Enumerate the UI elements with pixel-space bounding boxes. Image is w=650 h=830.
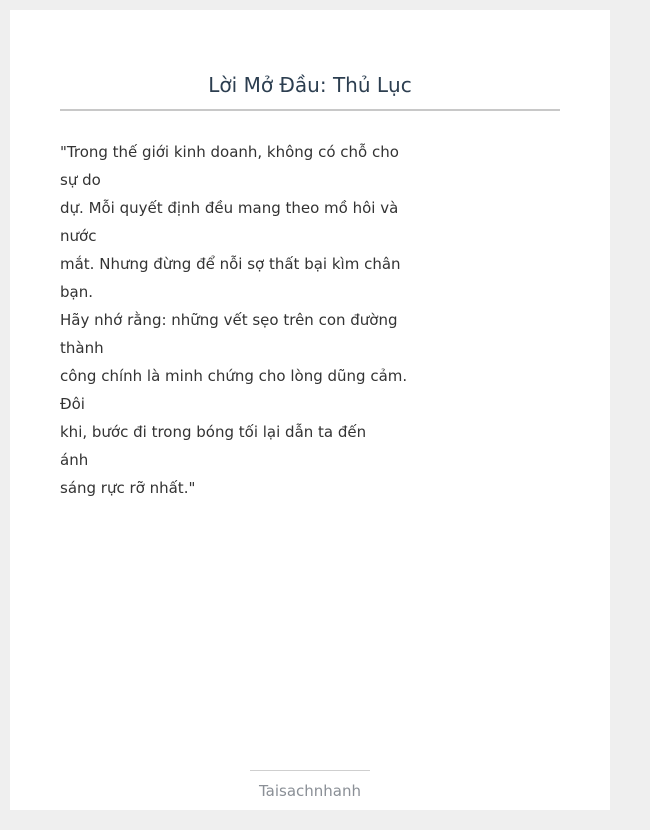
quote-line: Hãy nhớ rằng: những vết sẹo trên con đường: [60, 311, 398, 329]
title-divider: [60, 109, 560, 111]
quote-line: công chính là minh chứng cho lòng dũng cảm.: [60, 367, 408, 385]
document-page: [10, 10, 610, 810]
quote-line: "Trong thế giới kinh doanh, không có chỗ cho: [60, 143, 399, 161]
quote-line: thành: [60, 339, 104, 357]
quote-line: ánh: [60, 451, 89, 469]
quote-line: bạn.: [60, 283, 93, 301]
quote-line: dự. Mỗi quyết định đều mang theo mồ hôi và: [60, 199, 399, 217]
quote-line: Đôi: [60, 395, 85, 413]
quote-line: sự do: [60, 171, 101, 189]
quote-line: mắt. Nhưng đừng để nỗi sợ thất bại kìm chân: [60, 255, 401, 273]
quote-text: [60, 138, 408, 502]
footer-brand: Taisachnhanh: [258, 782, 362, 800]
footer-divider: [250, 770, 370, 771]
quote-line: nước: [60, 227, 97, 245]
page-title: Lời Mở Đầu: Thủ Lục: [208, 73, 412, 97]
quote-line: khi, bước đi trong bóng tối lại dẫn ta đến: [60, 423, 367, 441]
quote-line: sáng rực rỡ nhất.": [60, 479, 196, 497]
